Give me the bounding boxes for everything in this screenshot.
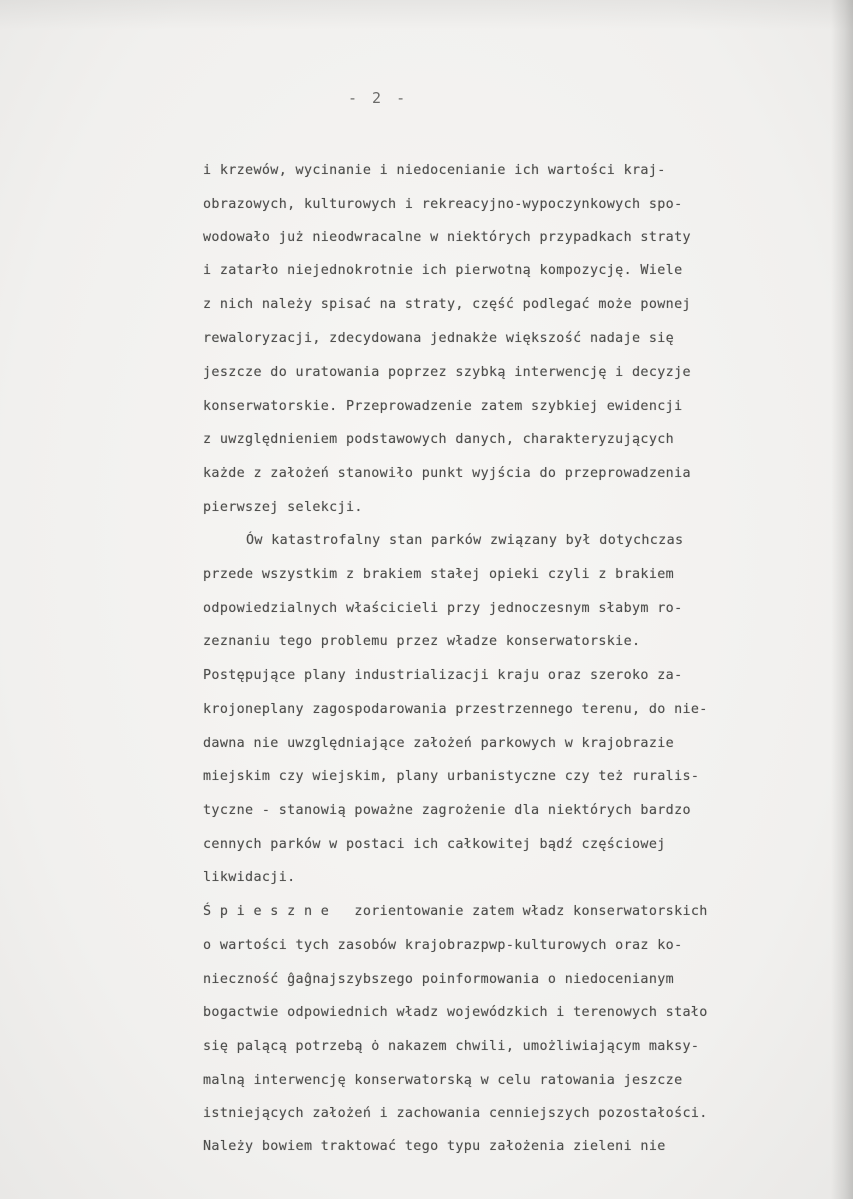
text-line: Postępujące plany industrializacji kraju oraz szeroko za- (203, 668, 683, 683)
text-line: Ów katastrofalny stan parków związany był dotychczas (246, 533, 684, 548)
text-line: Ś p i e s z n e zorientowanie zatem władz konserwatorskich (203, 904, 708, 919)
text-line: odpowiedzialnych właścicieli przy jednoczesnym słabym ro- (203, 601, 683, 616)
text-line: każde z założeń stanowiło punkt wyjścia do przeprowadzenia (203, 466, 691, 481)
page-number: - 2 - (348, 89, 409, 107)
text-line: miejskim czy wiejskim, plany urbanistyczne czy też ruralis- (203, 769, 700, 784)
text-line: obrazowych, kulturowych i rekreacyjno-wypoczynkowych spo- (203, 197, 683, 212)
text-line: się palącą potrzebą ȯ nakazem chwili, umożliwiającym maksy- (203, 1039, 700, 1054)
text-line: likwidacji. (203, 870, 296, 885)
text-line: o wartości tych zasobów krajobrazpwp-kulturowych oraz ko- (203, 938, 683, 953)
text-line: tyczne - stanowią poważne zagrożenie dla niektórych bardzo (203, 803, 691, 818)
text-line: krojoneplany zagospodarowania przestrzennego terenu, do nie- (203, 702, 708, 717)
text-line: istniejących założeń i zachowania cenniejszych pozostałości. (203, 1106, 708, 1121)
text-line: wodowało już nieodwracalne w niektórych przypadkach straty (203, 230, 691, 245)
text-line: przede wszystkim z brakiem stałej opieki czyli z brakiem (203, 567, 675, 582)
text-line: i zatarło niejednokrotnie ich pierwotną kompozycję. Wiele (203, 263, 683, 278)
text-line: rewaloryzacji, zdecydowana jednakże większość nadaje się (203, 331, 675, 346)
text-line: malną interwencję konserwatorską w celu ratowania jeszcze (203, 1073, 683, 1088)
text-line: pierwszej selekcji. (203, 500, 363, 515)
text-line: nieczność ĝaĝnajszybszego poinformowania o niedocenianym (203, 972, 675, 987)
page-top-shadow (0, 0, 853, 30)
text-line: bogactwie odpowiednich władz wojewódzkich i terenowych stało (203, 1005, 708, 1020)
page-edge-shadow (831, 0, 853, 1199)
text-line: jeszcze do uratowania poprzez szybką interwencję i decyzje (203, 365, 691, 380)
text-line: zeznaniu tego problemu przez władze konserwatorskie. (203, 634, 641, 649)
text-line: konserwatorskie. Przeprowadzenie zatem szybkiej ewidencji (203, 399, 683, 414)
text-line: Należy bowiem traktować tego typu założenia zieleni nie (203, 1139, 666, 1154)
text-line: z nich należy spisać na straty, część podlegać może pownej (203, 297, 691, 312)
text-line: cennych parków w postaci ich całkowitej bądź częściowej (203, 837, 666, 852)
text-line: i krzewów, wycinanie i niedocenianie ich wartości kraj- (203, 163, 666, 178)
text-line: z uwzględnieniem podstawowych danych, charakteryzujących (203, 432, 675, 447)
text-line: dawna nie uwzględniające założeń parkowych w krajobrazie (203, 736, 675, 751)
